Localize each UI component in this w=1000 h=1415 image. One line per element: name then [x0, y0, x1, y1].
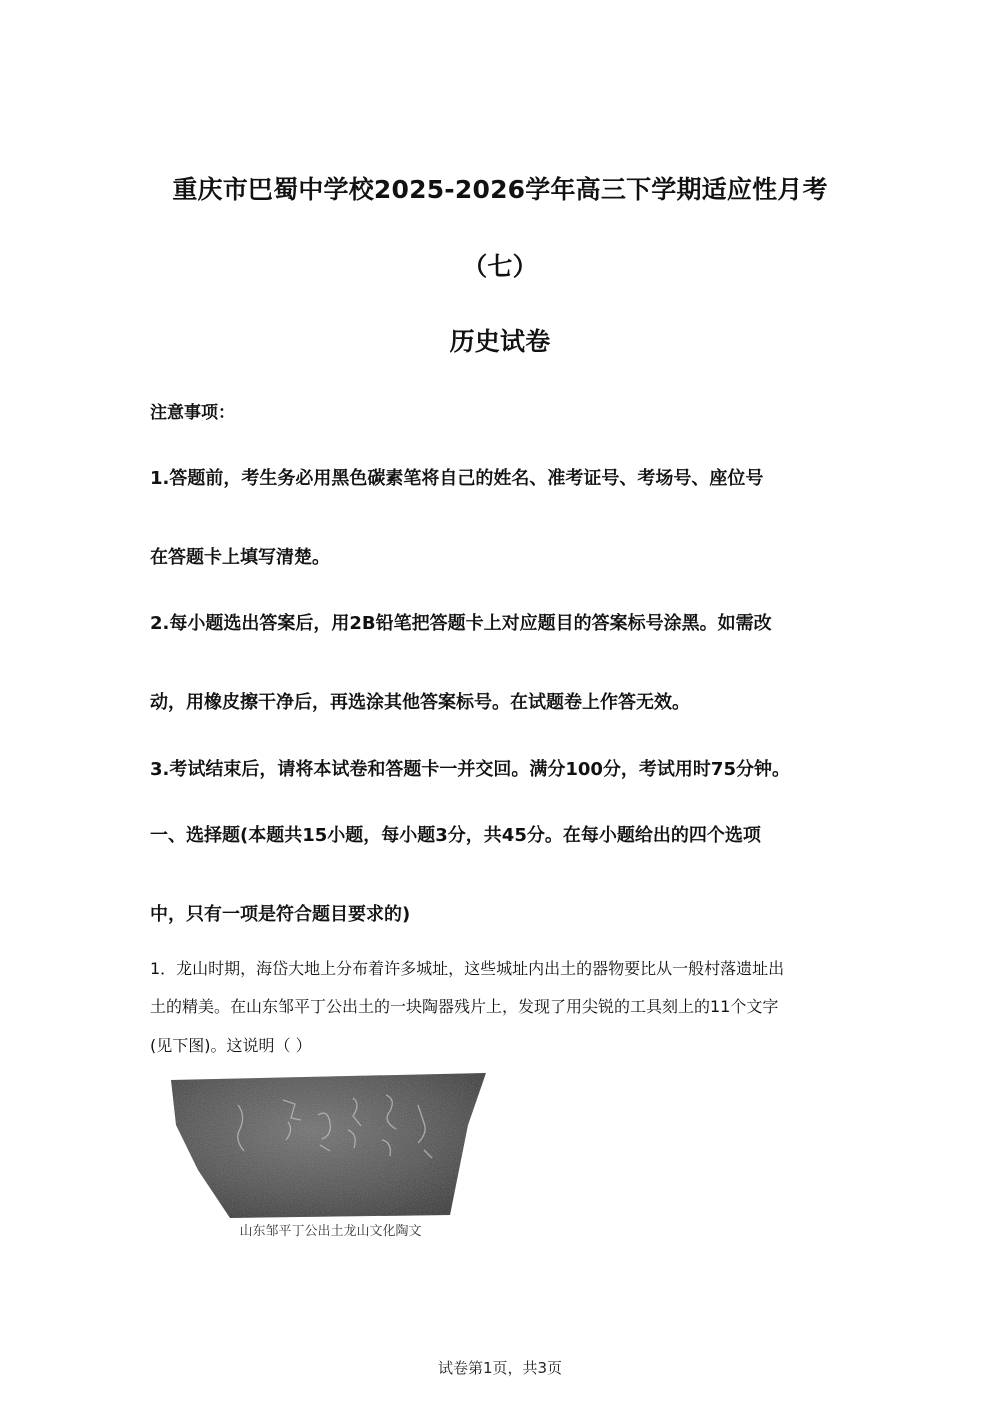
exam-title-number: （七）	[462, 252, 538, 281]
pottery-shard-image	[168, 1070, 493, 1245]
question-1-line-3: (见下图)。这说明（ ）	[150, 1036, 312, 1055]
question-1-line-1: 1．龙山时期，海岱大地上分布着许多城址，这些城址内出土的器物要比从一般村落遗址出	[150, 959, 785, 978]
notice-heading: 注意事项：	[150, 403, 235, 423]
question-1-line-2: 土的精美。在山东邹平丁公出土的一块陶器残片上，发现了用尖锐的工具刻上的11个文字	[150, 997, 779, 1016]
exam-title: 重庆市巴蜀中学校2025-2026学年高三下学期适应性月考	[172, 175, 828, 204]
section-heading-line-2: 中，只有一项是符合题目要求的)	[150, 904, 411, 925]
notice-item-2-line-1: 2.每小题选出答案后，用2B铅笔把答题卡上对应题目的答案标号涂黑。如需改	[150, 613, 772, 634]
pottery-shard-photo	[168, 1070, 493, 1220]
notice-item-1-line-2: 在答题卡上填写清楚。	[150, 547, 330, 568]
notice-item-3: 3.考试结束后，请将本试卷和答题卡一并交回。满分100分，考试用时75分钟。	[150, 759, 790, 780]
page-footer: 试卷第1页，共3页	[437, 1359, 563, 1377]
notice-item-1-line-1: 1.答题前，考生务必用黑色碳素笔将自己的姓名、准考证号、考场号、座位号	[150, 468, 764, 489]
notice-item-2-line-2: 动，用橡皮擦干净后，再选涂其他答案标号。在试题卷上作答无效。	[150, 692, 690, 713]
exam-subject: 历史试卷	[449, 327, 551, 356]
section-heading-line-1: 一、选择题(本题共15小题，每小题3分，共45分。在每小题给出的四个选项	[150, 825, 761, 846]
figure-caption: 山东邹平丁公出土龙山文化陶文	[239, 1224, 422, 1239]
